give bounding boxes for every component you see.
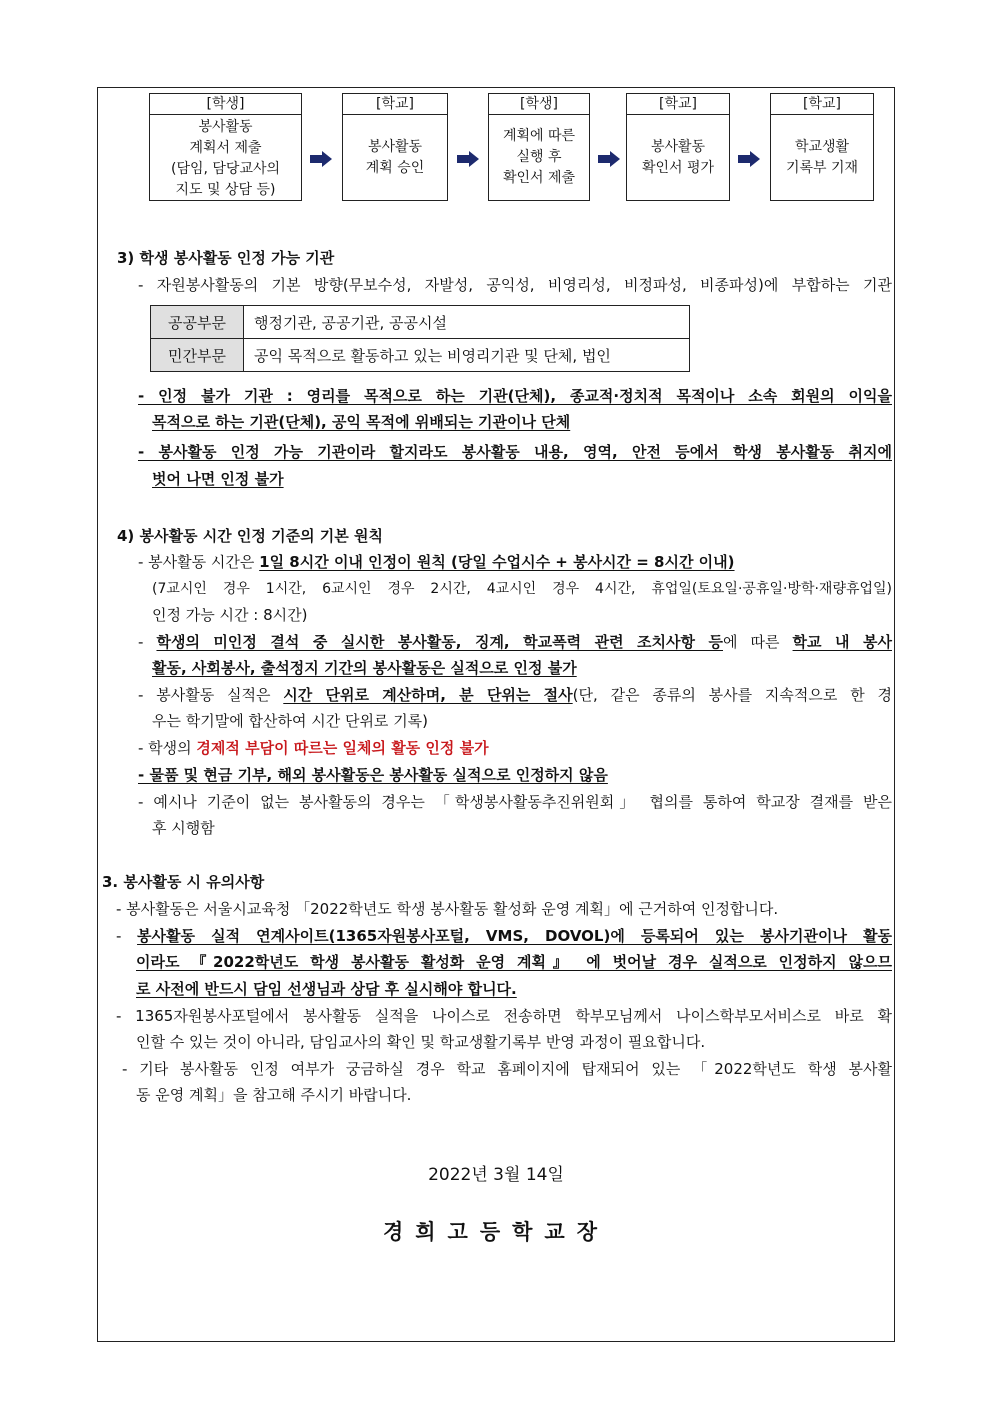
table-row <box>151 306 690 339</box>
emphasis-text: 시간 단위로 계산하며, 분 단위는 절사 <box>283 686 573 704</box>
emphasis-text: 1일 8시간 이내 인정이 원칙 (당일 수업시수 + 봉사시간 = 8시간 이내) <box>259 553 735 571</box>
paragraph-line: 벗어 나면 인정 불가 <box>152 470 284 488</box>
paragraph-line: 우는 학기말에 합산하여 시간 단위로 기록) <box>152 712 429 730</box>
flow-step-text: 봉사활동 <box>367 138 423 155</box>
paragraph-text: 에 따른 <box>723 633 793 651</box>
table-cell-value: 행정기관, 공공기관, 공공시설 <box>244 306 690 339</box>
flow-step-text: 확인서 평가 <box>641 159 715 176</box>
flow-step-role: [학생] <box>150 94 301 115</box>
paragraph-line <box>138 685 892 705</box>
flow-step-role: [학교] <box>343 94 447 115</box>
flow-step-role: [학생] <box>489 94 589 115</box>
paragraph-line: - 물품 및 현금 기부, 해외 봉사활동은 봉사활동 실적으로 인정하지 않음 <box>138 766 608 784</box>
flow-step-4 <box>626 93 730 201</box>
flow-step-text: 기록부 기재 <box>785 159 859 176</box>
flow-step-role: [학교] <box>627 94 729 115</box>
flow-step-text: (담임, 담당교사의 <box>170 161 281 177</box>
paragraph-line: 인정 가능 시간 : 8시간) <box>152 606 308 624</box>
paragraph-line <box>138 632 892 652</box>
flow-step-text: 확인서 제출 <box>502 170 576 186</box>
paragraph-line: 로 사전에 반드시 담임 선생님과 상담 후 실시해야 합니다. <box>136 980 517 998</box>
flow-step-text: 봉사활동 <box>198 119 253 135</box>
table-cell-label: 공공부문 <box>151 306 244 339</box>
paragraph-line: 목적으로 하는 기관(단체), 공익 목적에 위배되는 기관이나 단체 <box>152 413 571 431</box>
flow-step-1 <box>149 93 302 201</box>
flow-step-text: 계획 승인 <box>365 159 425 176</box>
paragraph-line <box>138 552 735 572</box>
paragraph-line: 활동, 사회봉사, 출석정지 기간의 봉사활동은 실적으로 인정 불가 <box>152 659 577 677</box>
section-heading: 4) 봉사활동 시간 인정 기준의 기본 원칙 <box>117 527 383 545</box>
flow-step-text: 지도 및 상담 등) <box>175 182 276 198</box>
arrow-right-icon <box>597 150 621 168</box>
flow-step-text: 계획서 제출 <box>189 140 262 156</box>
flow-step-text: 봉사활동 <box>650 138 706 155</box>
paragraph-line: - 기타 봉사활동 인정 여부가 궁금하실 경우 학교 홈페이지에 탑재되어 있는 「2022학년도 학생 봉사활 <box>122 1060 892 1078</box>
document-date: 2022년 3월 14일 <box>428 1165 564 1185</box>
institution-table <box>150 305 690 372</box>
paragraph-text: - 봉사활동 시간은 <box>138 553 260 571</box>
paragraph-line: 후 시행함 <box>152 819 215 837</box>
paragraph-line: 동 운영 계획」을 참고해 주시기 바랍니다. <box>136 1086 412 1104</box>
paragraph-line: - 자원봉사활동의 기본 방향(무보수성, 자발성, 공익성, 비영리성, 비정파성, 비종파성)에 부합하는 기관 <box>138 276 892 294</box>
paragraph-text: - 봉사활동 실적은 <box>138 686 284 704</box>
arrow-right-icon <box>309 150 333 168</box>
flow-step-text: 실행 후 <box>516 149 562 165</box>
dash: - <box>138 633 144 651</box>
flow-step-text: 학교생활 <box>794 138 850 155</box>
paragraph-text: - 학생의 <box>138 739 197 757</box>
paragraph-line: - 봉사활동은 서울시교육청 「2022학년도 학생 봉사활동 활성화 운영 계획」에 근거하여 인정합니다. <box>116 900 779 918</box>
paragraph-line <box>116 926 892 946</box>
paragraph-line: 인할 수 있는 것이 아니라, 담임교사의 확인 및 학교생활기록부 반영 과정이 필요합니다. <box>136 1033 706 1051</box>
table-cell-label: 민간부문 <box>151 339 244 372</box>
flow-step-5 <box>770 93 874 201</box>
paragraph-line: (7교시인 경우 1시간, 6교시인 경우 2시간, 4교시인 경우 4시간, 휴업일(토요일·공휴일·방학·재량휴업일) <box>152 581 892 597</box>
emphasis-text: 학교 내 봉사 <box>792 633 892 651</box>
dash: - <box>116 927 122 945</box>
paragraph-line: - 1365자원봉사포털에서 봉사활동 실적을 나이스로 전송하면 학부모님께서 나이스학부모서비스로 바로 확 <box>116 1007 892 1025</box>
paragraph-line: - 인정 불가 기관 : 영리를 목적으로 하는 기관(단체), 종교적·정치적 목적이나 소속 회원의 이익을 <box>138 387 892 405</box>
section-heading: 3. 봉사활동 시 유의사항 <box>102 873 265 891</box>
flow-step-role: [학교] <box>771 94 873 115</box>
table-row <box>151 339 690 372</box>
signature: 경희고등학교장 <box>382 1219 609 1244</box>
paragraph-line: - 예시나 기준이 없는 봉사활동의 경우는 「학생봉사활동추진위원회」 협의를 통하여 학교장 결재를 받은 <box>138 793 892 811</box>
flow-step-2 <box>342 93 448 201</box>
paragraph-line: 이라도 『2022학년도 학생 봉사활동 활성화 운영 계획』 에 벗어날 경우 실적으로 인정하지 않으므 <box>136 953 892 971</box>
paragraph-line <box>138 738 489 758</box>
paragraph-line: - 봉사활동 인정 가능 기관이라 할지라도 봉사활동 내용, 영역, 안전 등에서 학생 봉사활동 취지에 <box>138 443 892 461</box>
arrow-right-icon <box>456 150 480 168</box>
flow-step-text: 계획에 따른 <box>502 128 576 144</box>
table-cell-value: 공익 목적으로 활동하고 있는 비영리기관 및 단체, 법인 <box>244 339 690 372</box>
warning-text: 경제적 부담이 따르는 일체의 활동 인정 불가 <box>196 739 489 757</box>
paragraph-text: (단, 같은 종류의 봉사를 지속적으로 한 경 <box>572 686 892 704</box>
emphasis-text: 봉사활동 실적 연계사이트(1365자원봉사포털, VMS, DOVOL)에 등록되어 있는 봉사기관이나 활동 <box>137 927 892 945</box>
arrow-right-icon <box>737 150 761 168</box>
section-heading: 3) 학생 봉사활동 인정 가능 기관 <box>117 249 335 267</box>
flow-step-3 <box>488 93 590 201</box>
emphasis-text: 학생의 미인정 결석 중 실시한 봉사활동, 징계, 학교폭력 관련 조치사항 등 <box>156 633 723 651</box>
